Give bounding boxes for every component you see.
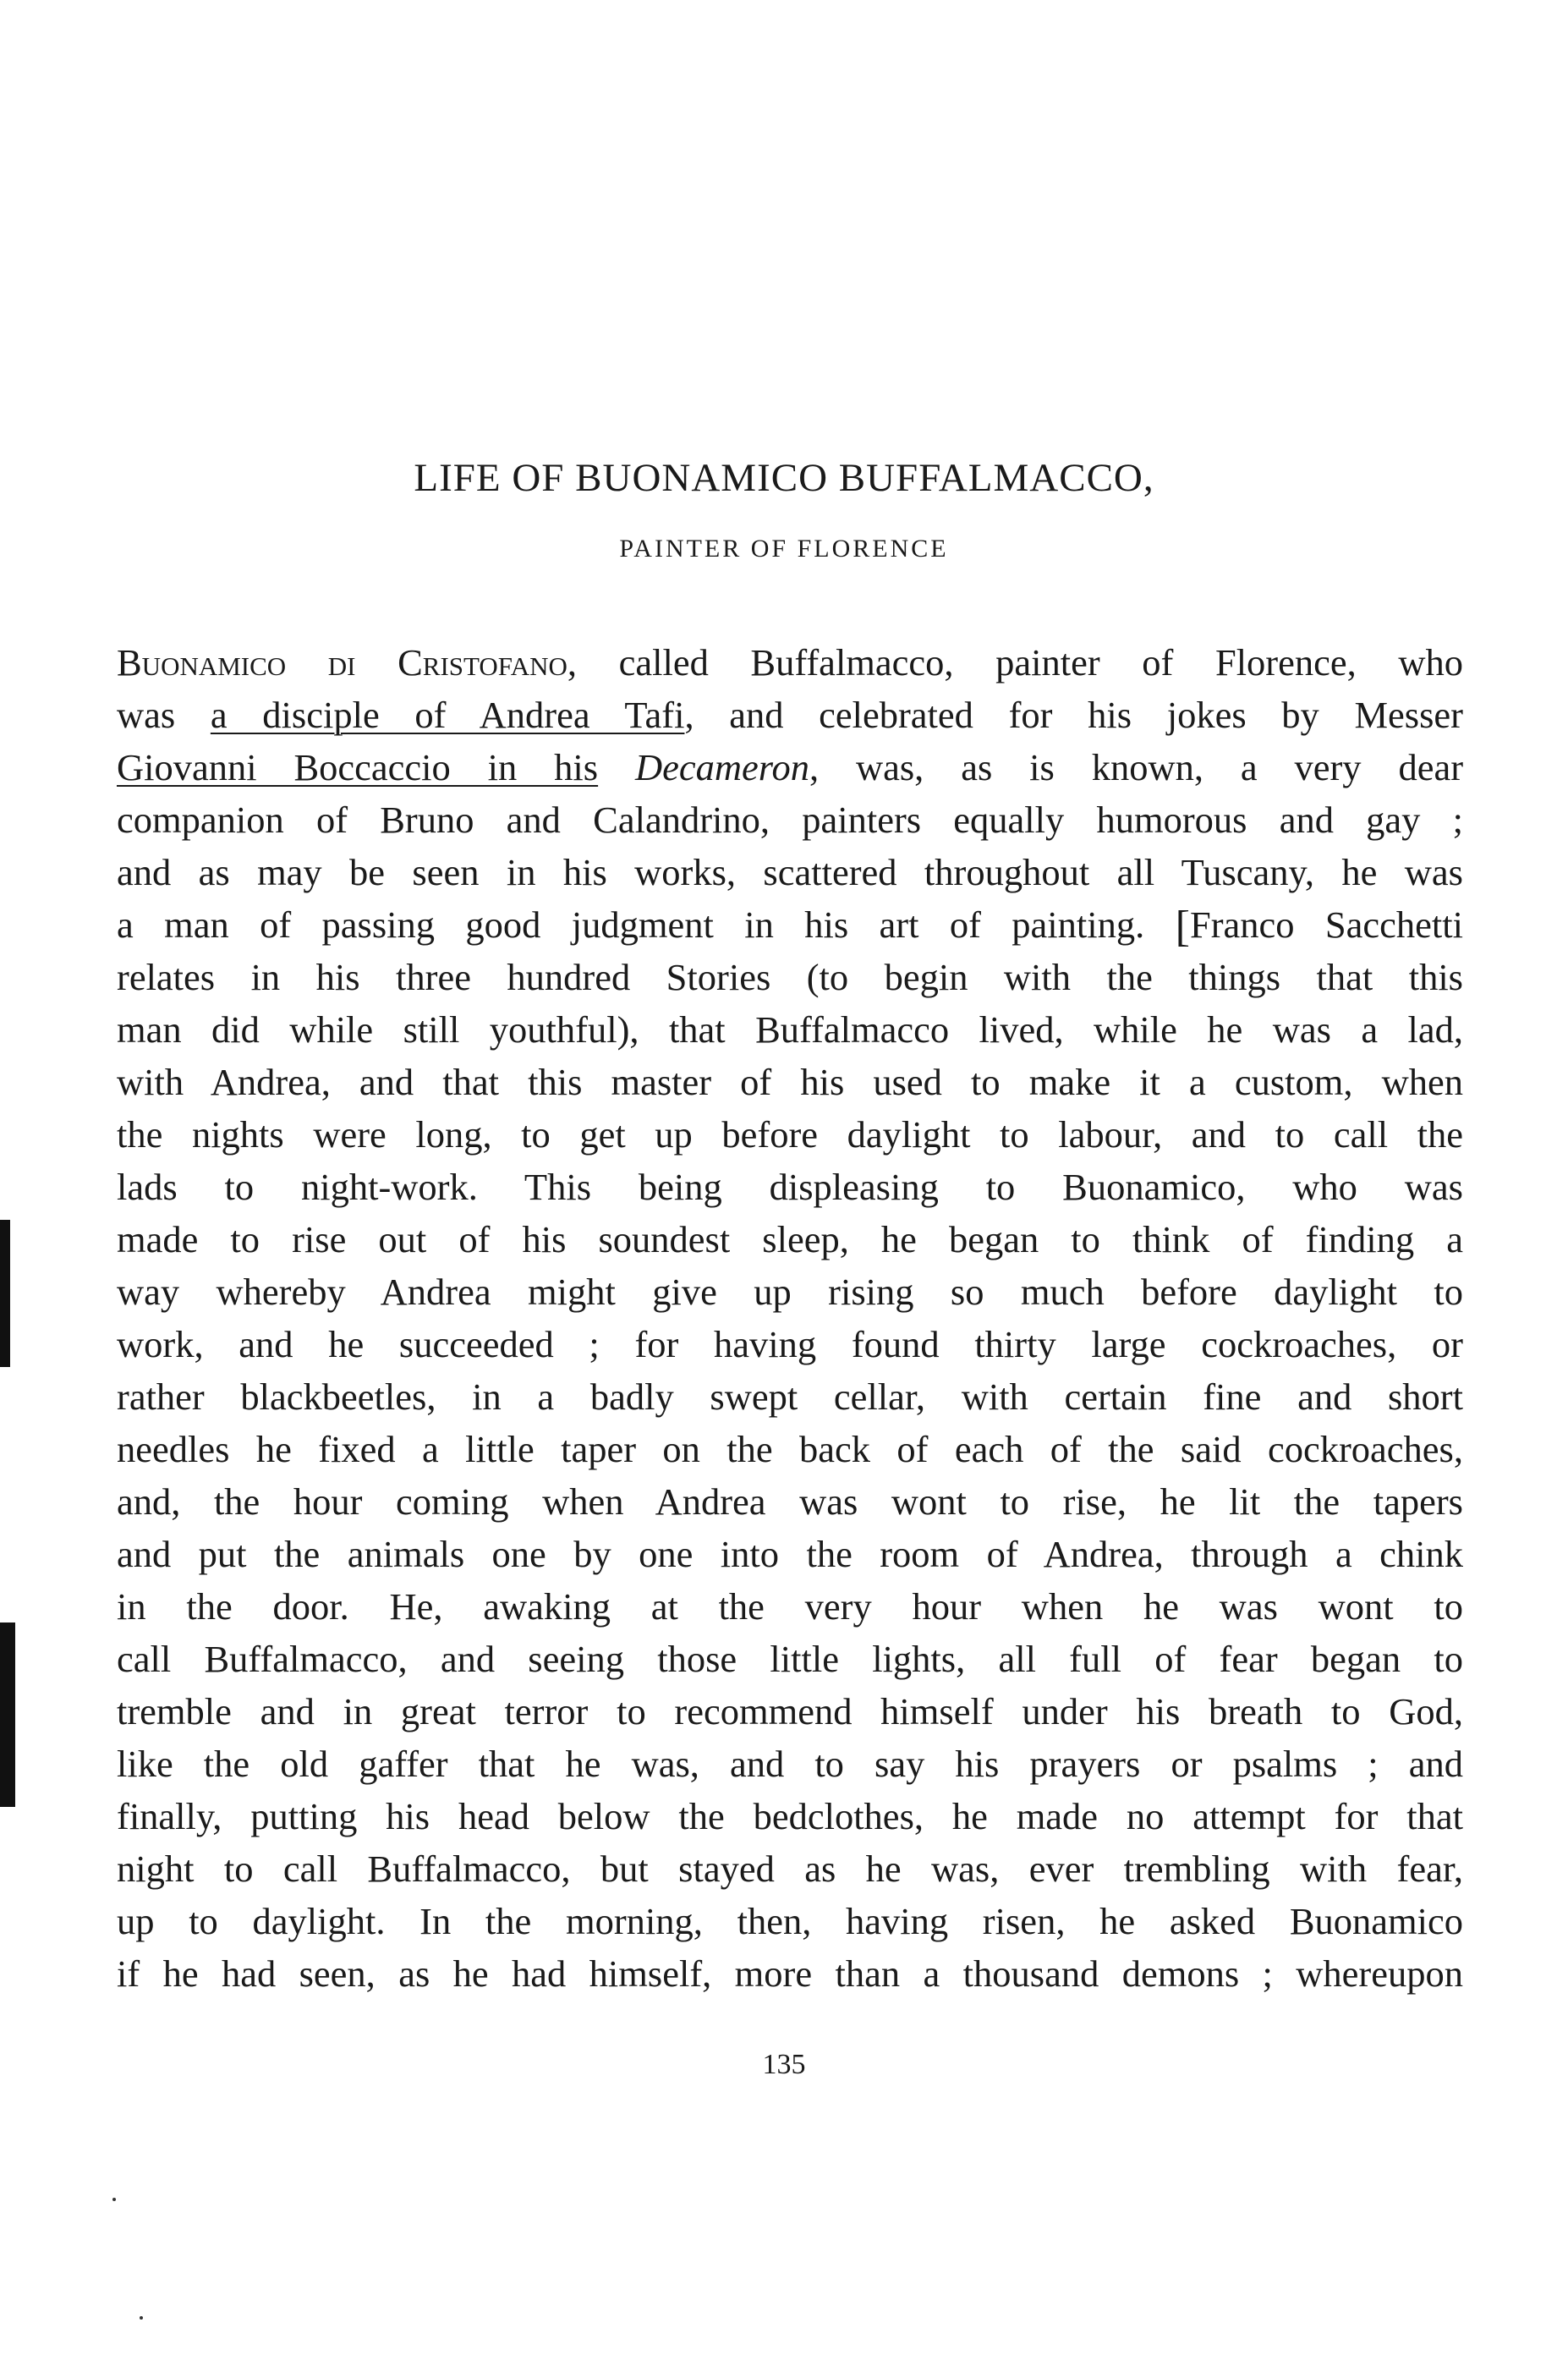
underlined-text: a disciple of Andrea Tafi — [210, 694, 685, 736]
name-smallcaps: Buonamico di Cristofano, — [117, 641, 577, 684]
text-line-11: lads to night-work. This being displeasing to Buonamico, who was — [117, 1166, 1463, 1208]
margin-scan-mark — [0, 1220, 10, 1367]
text-line-20: call Buffalmacco, and seeing those little lights, all full of fear began to — [117, 1638, 1463, 1680]
text-line-4: companion of Bruno and Calandrino, painters equally humorous and gay ; — [117, 799, 1463, 841]
text-line-21: tremble and in great terror to recommend himself under his breath to God, — [117, 1690, 1463, 1732]
text-line-22: like the old gaffer that he was, and to say his prayers or psalms ; and — [117, 1743, 1463, 1785]
text-line-24: night to call Buffalmacco, but stayed as he was, ever trembling with fear, — [117, 1848, 1463, 1890]
scan-speck — [140, 2316, 143, 2320]
text-line-12: made to rise out of his soundest sleep, he began to think of finding a — [117, 1218, 1463, 1260]
text-line-26: if he had seen, as he had himself, more than a thousand demons ; whereupon — [117, 1952, 1463, 1995]
margin-scan-mark — [0, 1623, 15, 1807]
text-line-25: up to daylight. In the morning, then, having risen, he asked Buonamico — [117, 1900, 1463, 1942]
chapter-subtitle: PAINTER OF FLORENCE — [619, 535, 949, 563]
body-paragraph — [117, 636, 1463, 2000]
scan-speck — [112, 2198, 116, 2201]
text-run: , and celebrated for his jokes by Messer — [684, 694, 1463, 736]
text-run: a man of passing good judgment in his art of painting. — [117, 903, 1176, 946]
text-line-8: man did while still youthful), that Buffalmacco lived, while he was a lad, — [117, 1008, 1463, 1051]
text-line-17: and, the hour coming when Andrea was wont to rise, he lit the tapers — [117, 1480, 1463, 1523]
text-run: was — [117, 694, 211, 736]
text-run: Franco Sacchetti — [1189, 903, 1463, 946]
text-line-9: with Andrea, and that this master of his used to make it a custom, when — [117, 1061, 1463, 1103]
page-number: 135 — [762, 2049, 806, 2080]
text-line-2 — [117, 689, 1463, 741]
text-line-10: the nights were long, to get up before daylight to labour, and to call the — [117, 1113, 1463, 1156]
text-line-15: rather blackbeetles, in a badly swept cellar, with certain fine and short — [117, 1375, 1463, 1418]
text-run: , was, as is known, a very dear — [809, 746, 1464, 788]
text-line-3 — [117, 741, 1463, 793]
text-line-1 — [117, 636, 1463, 689]
text-line-19: in the door. He, awaking at the very hour when he was wont to — [117, 1585, 1463, 1628]
bracket-annotation: [ — [1175, 903, 1190, 951]
chapter-title: LIFE OF BUONAMICO BUFFALMACCO, — [414, 456, 1154, 500]
text-line-23: finally, putting his head below the bedclothes, he made no attempt for that — [117, 1795, 1463, 1837]
text-line-5: and as may be seen in his works, scattered throughout all Tuscany, he was — [117, 851, 1463, 893]
text-line-13: way whereby Andrea might give up rising so much before daylight to — [117, 1271, 1463, 1313]
text-line-6 — [117, 898, 1463, 951]
text-line-16: needles he fixed a little taper on the back of each of the said cockroaches, — [117, 1428, 1463, 1470]
text-line-7: relates in his three hundred Stories (to begin with the things that this — [117, 956, 1463, 998]
text-line-14: work, and he succeeded ; for having found thirty large cockroaches, or — [117, 1323, 1463, 1365]
italic-title: Decameron — [635, 746, 809, 788]
text-run: called Buffalmacco, painter of Florence, who — [577, 641, 1463, 684]
underlined-text: Giovanni Boccaccio in his — [117, 746, 599, 788]
text-line-18: and put the animals one by one into the room of Andrea, through a chink — [117, 1533, 1463, 1575]
